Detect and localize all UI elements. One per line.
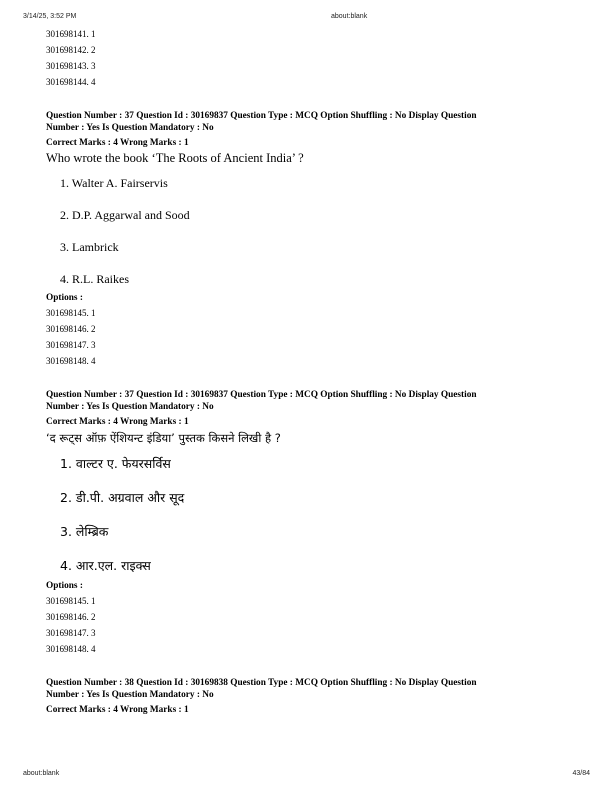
answer-choice: 3. लेम्ब्रिक xyxy=(60,524,109,539)
answer-choice: 3. Lambrick xyxy=(60,240,119,254)
page-number: 43/84 xyxy=(572,770,590,777)
question-text: Who wrote the book ‘The Roots of Ancient India’ ? xyxy=(46,151,304,165)
option-id: 301698142. 2 xyxy=(46,45,96,55)
options-label: Options : xyxy=(46,581,83,591)
print-url: about:blank xyxy=(331,13,368,20)
answer-choice: 1. वाल्टर ए. फेयरसर्विस xyxy=(60,456,171,471)
option-id: 301698143. 3 xyxy=(46,61,96,71)
option-id: 301698145. 1 xyxy=(46,596,96,606)
question-marks: Correct Marks : 4 Wrong Marks : 1 xyxy=(46,417,189,427)
answer-choice: 4. R.L. Raikes xyxy=(60,272,129,286)
print-datetime: 3/14/25, 3:52 PM xyxy=(23,13,77,20)
question-meta-cont: Number : Yes Is Question Mandatory : No xyxy=(46,123,214,133)
question-block-38 xyxy=(46,677,566,716)
option-id: 301698145. 1 xyxy=(46,308,96,318)
question-meta: Question Number : 38 Question Id : 30169838 Question Type : MCQ Option Shuffling : No Display Question xyxy=(46,678,477,688)
option-id: 301698148. 4 xyxy=(46,356,96,366)
option-id: 301698146. 2 xyxy=(46,612,96,622)
option-id: 301698147. 3 xyxy=(46,628,96,638)
question-text: ‘द रूट्स ऑफ़ ऐंशियन्ट इंडिया’ पुस्तक किसने लिखी है ? xyxy=(46,431,281,445)
answer-choice: 2. D.P. Aggarwal and Sood xyxy=(60,208,190,222)
question-marks: Correct Marks : 4 Wrong Marks : 1 xyxy=(46,138,189,148)
question-block-37-en xyxy=(46,110,566,369)
question-meta-cont: Number : Yes Is Question Mandatory : No xyxy=(46,690,214,700)
footer-url: about:blank xyxy=(23,770,60,777)
question-block-37-hi xyxy=(46,389,566,657)
question-meta: Question Number : 37 Question Id : 30169837 Question Type : MCQ Option Shuffling : No Display Question xyxy=(46,111,477,121)
option-id: 301698147. 3 xyxy=(46,340,96,350)
option-id: 301698144. 4 xyxy=(46,77,96,87)
answer-choice: 4. आर.एल. राइक्स xyxy=(60,558,151,573)
answer-choice: 1. Walter A. Fairservis xyxy=(60,176,168,190)
answer-choice: 2. डी.पी. अग्रवाल और सूद xyxy=(60,490,185,505)
option-id: 301698141. 1 xyxy=(46,29,96,39)
question-marks: Correct Marks : 4 Wrong Marks : 1 xyxy=(46,705,189,715)
previous-option-list xyxy=(46,26,566,90)
question-meta: Question Number : 37 Question Id : 30169837 Question Type : MCQ Option Shuffling : No Display Question xyxy=(46,390,477,400)
question-meta-cont: Number : Yes Is Question Mandatory : No xyxy=(46,402,214,412)
answer-choices xyxy=(46,453,566,589)
option-id: 301698146. 2 xyxy=(46,324,96,334)
options-label: Options : xyxy=(46,293,83,303)
option-id: 301698148. 4 xyxy=(46,644,96,654)
document-body xyxy=(46,26,566,716)
answer-choices xyxy=(46,173,566,301)
